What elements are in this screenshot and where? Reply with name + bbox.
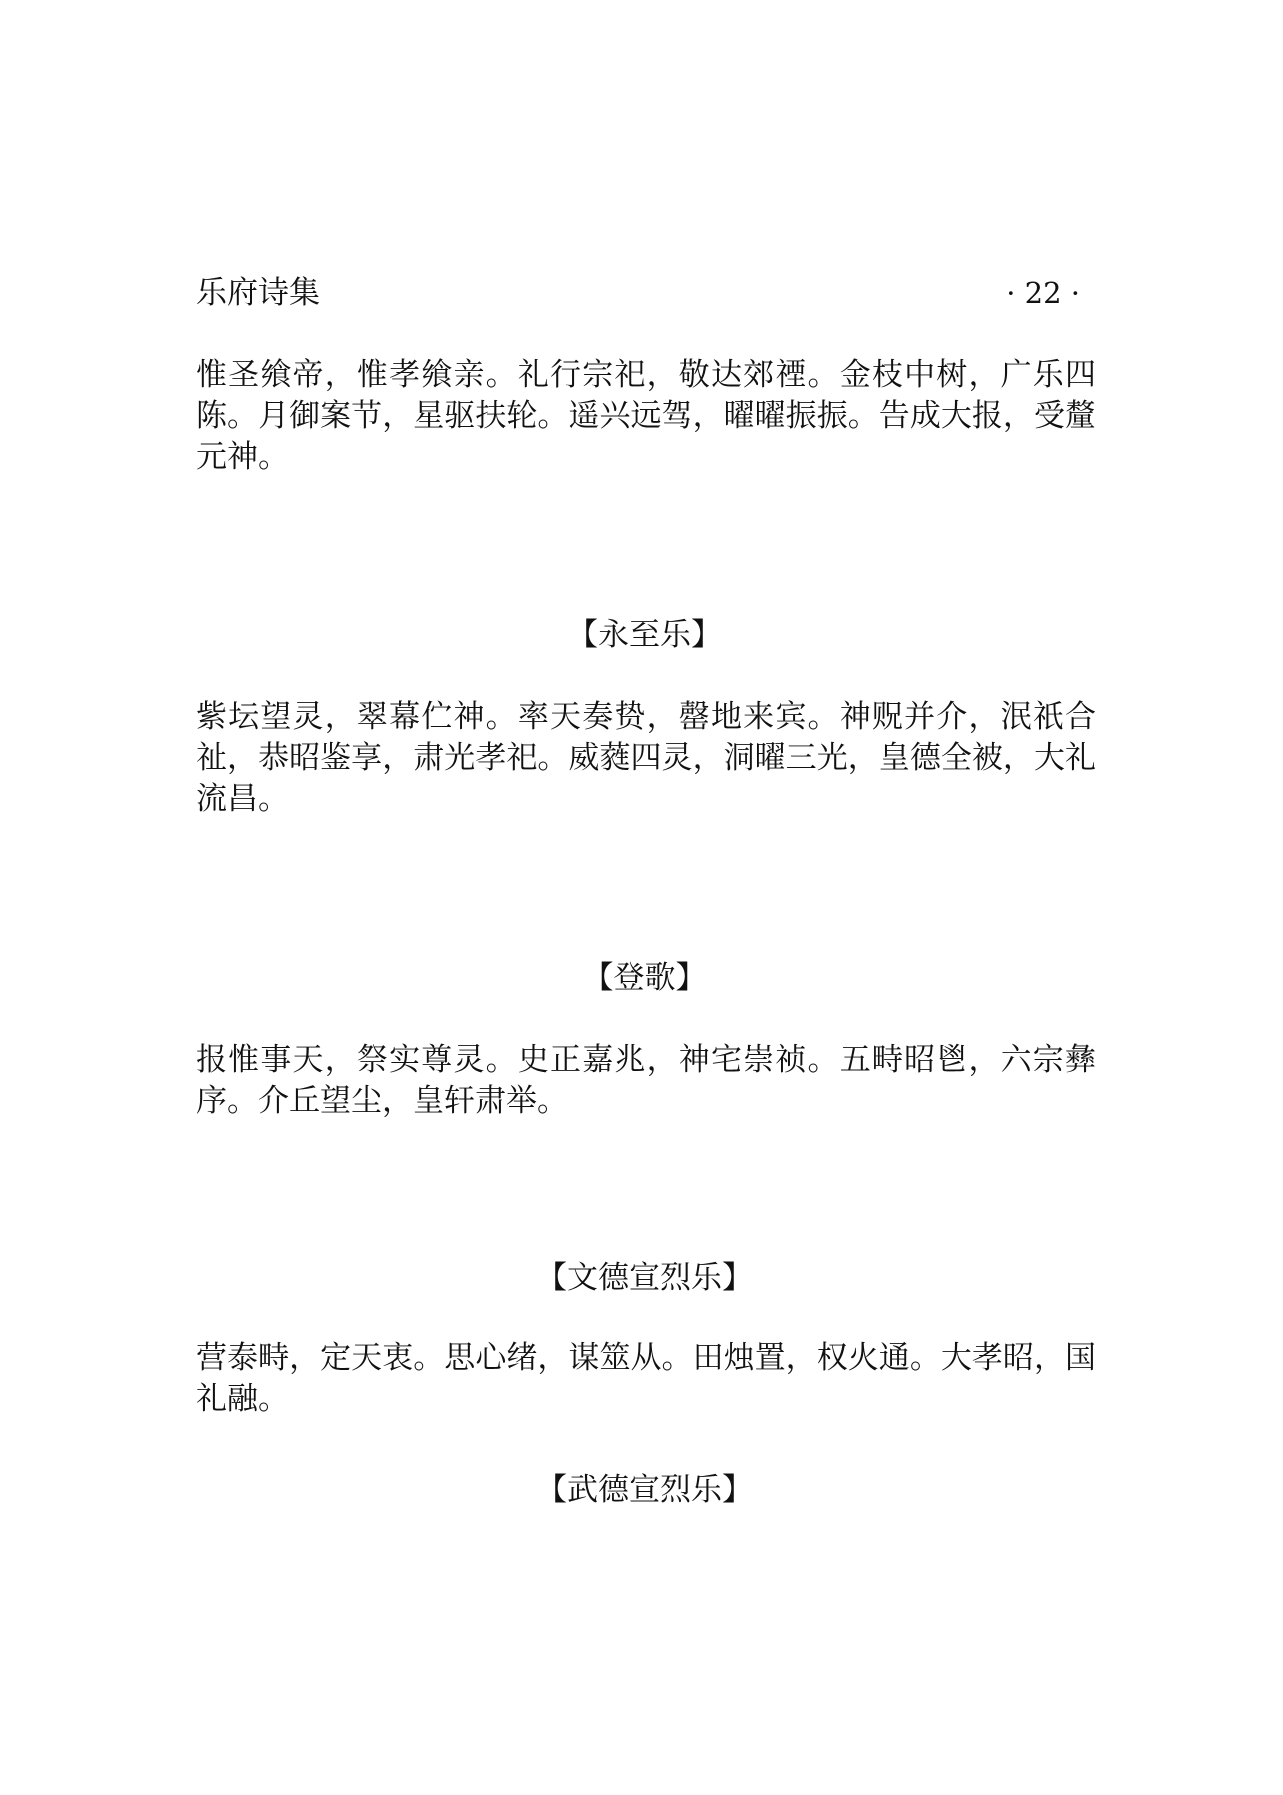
running-header	[196, 270, 1082, 316]
section-heading-dengge: 【登歌】	[582, 960, 707, 996]
section-yongzhi-yue	[196, 697, 1096, 820]
section-dengge	[196, 1040, 1096, 1122]
section-heading-wude-xuanlie-yue: 【武德宣烈乐】	[536, 1472, 753, 1508]
section-heading-wende-xuanlie-yue: 【文德宣烈乐】	[536, 1260, 753, 1296]
section-heading-yongzhi-yue: 【永至乐】	[567, 617, 722, 653]
poem-paragraph: 惟圣飨帝，惟孝飨亲。礼行宗祀，敬达郊禋。金枝中树，广乐四陈。月御案节，星驱扶轮。遥兴远驾，曜曜振振。告成大报，受釐元神。	[196, 357, 1096, 475]
poem-paragraph: 报惟事天，祭实尊灵。史正嘉兆，神宅崇祯。五畤昭鬯，六宗彝序。介丘望尘，皇轩肃举。	[196, 1042, 1096, 1119]
section-continuation	[196, 355, 1096, 478]
section-wende-xuanlie-yue	[196, 1338, 1096, 1420]
page-number: · 22 ·	[1006, 276, 1080, 310]
poem-paragraph: 紫坛望灵，翠幕伫神。率天奏贽，罄地来宾。神贶并介，泯祇合祉，恭昭鉴享，肃光孝祀。威蕤四灵，洞曜三光，皇德全被，大礼流昌。	[196, 699, 1096, 817]
poem-paragraph: 营泰畤，定天衷。思心绪，谋筮从。田烛置，权火通。大孝昭，国礼融。	[196, 1340, 1096, 1417]
book-title: 乐府诗集	[196, 275, 320, 311]
